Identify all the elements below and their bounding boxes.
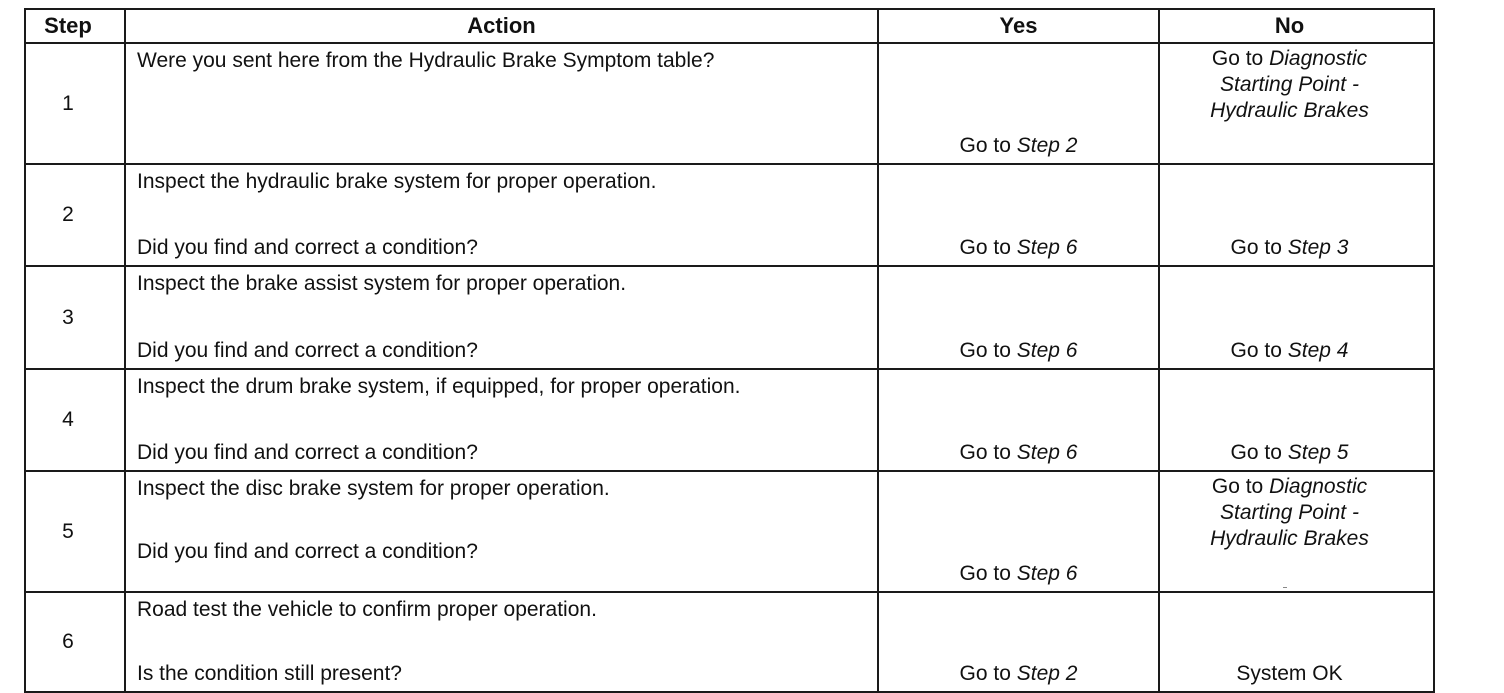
no-goto-prefix: Go to — [1211, 47, 1270, 70]
action-question: Did you find and correct a condition? — [137, 339, 478, 362]
table-row — [25, 471, 1434, 592]
no-cell — [1159, 266, 1434, 369]
no-goto-prefix: Go to — [1230, 339, 1288, 362]
yes-cell — [878, 164, 1159, 266]
table-row — [25, 266, 1434, 369]
step-number: 3 — [25, 266, 125, 369]
action-question: Did you find and correct a condition? — [137, 540, 478, 563]
no-goto-link[interactable]: Step 3 — [1287, 236, 1349, 259]
yes-goto-prefix: Go to — [959, 441, 1017, 464]
header-step: Step — [25, 9, 125, 43]
no-cell — [1159, 471, 1434, 592]
no-goto-prefix: Go to — [1230, 236, 1288, 259]
no-goto-prefix: Go to — [1211, 475, 1270, 498]
no-goto-link[interactable]: Step 4 — [1287, 339, 1349, 362]
table-row — [25, 164, 1434, 266]
no-result-text: System OK — [1236, 662, 1343, 685]
yes-goto-prefix: Go to — [959, 134, 1017, 157]
action-cell — [125, 43, 878, 164]
header-no: No — [1159, 9, 1434, 43]
action-question: Did you find and correct a condition? — [137, 236, 478, 259]
yes-cell — [878, 43, 1159, 164]
step-number: 6 — [25, 592, 125, 692]
no-goto-link-line2[interactable]: Starting Point - — [1220, 73, 1359, 96]
header-action: Action — [125, 9, 878, 43]
no-goto-link-line3[interactable]: Hydraulic Brakes — [1210, 99, 1369, 122]
action-question: Did you find and correct a condition? — [137, 441, 478, 464]
yes-goto-prefix: Go to — [959, 662, 1017, 685]
yes-goto-link[interactable]: Step 2 — [1016, 662, 1078, 685]
yes-cell — [878, 369, 1159, 471]
yes-cell — [878, 471, 1159, 592]
scan-speck — [1283, 587, 1287, 588]
action-cell — [125, 164, 878, 266]
yes-goto-link[interactable]: Step 6 — [1016, 236, 1078, 259]
action-text: Were you sent here from the Hydraulic Brake Symptom table? — [137, 49, 715, 72]
no-goto-link-line2[interactable]: Starting Point - — [1220, 501, 1359, 524]
no-cell — [1159, 164, 1434, 266]
diagnostic-table — [24, 8, 1435, 693]
no-cell — [1159, 369, 1434, 471]
action-cell — [125, 369, 878, 471]
no-goto-link[interactable]: Diagnostic — [1269, 475, 1368, 498]
yes-goto-link[interactable]: Step 2 — [1016, 134, 1078, 157]
no-goto-link[interactable]: Step 5 — [1287, 441, 1349, 464]
yes-goto-link[interactable]: Step 6 — [1016, 562, 1078, 585]
no-cell — [1159, 592, 1434, 692]
no-goto-link-line3[interactable]: Hydraulic Brakes — [1210, 527, 1369, 550]
yes-goto-prefix: Go to — [959, 562, 1017, 585]
table-row — [25, 43, 1434, 164]
action-cell — [125, 592, 878, 692]
step-number: 1 — [25, 43, 125, 164]
no-cell — [1159, 43, 1434, 164]
yes-goto-link[interactable]: Step 6 — [1016, 441, 1078, 464]
action-text: Inspect the hydraulic brake system for proper operation. — [137, 170, 657, 193]
yes-goto-link[interactable]: Step 6 — [1016, 339, 1078, 362]
header-yes: Yes — [878, 9, 1159, 43]
action-cell — [125, 471, 878, 592]
step-number: 2 — [25, 164, 125, 266]
no-goto-link[interactable]: Diagnostic — [1269, 47, 1368, 70]
table-row — [25, 369, 1434, 471]
action-text: Inspect the drum brake system, if equipped, for proper operation. — [137, 375, 741, 398]
yes-goto-prefix: Go to — [959, 236, 1017, 259]
action-text: Inspect the disc brake system for proper operation. — [137, 477, 610, 500]
action-text: Inspect the brake assist system for proper operation. — [137, 272, 627, 295]
yes-cell — [878, 592, 1159, 692]
diagnostic-table-sheet — [24, 8, 1433, 685]
yes-cell — [878, 266, 1159, 369]
no-goto-prefix: Go to — [1230, 441, 1288, 464]
yes-goto-prefix: Go to — [959, 339, 1017, 362]
step-number: 4 — [25, 369, 125, 471]
action-question: Is the condition still present? — [137, 662, 402, 685]
header-row — [25, 9, 1434, 43]
table-row — [25, 592, 1434, 692]
action-cell — [125, 266, 878, 369]
action-text: Road test the vehicle to confirm proper operation. — [137, 598, 597, 621]
step-number: 5 — [25, 471, 125, 592]
